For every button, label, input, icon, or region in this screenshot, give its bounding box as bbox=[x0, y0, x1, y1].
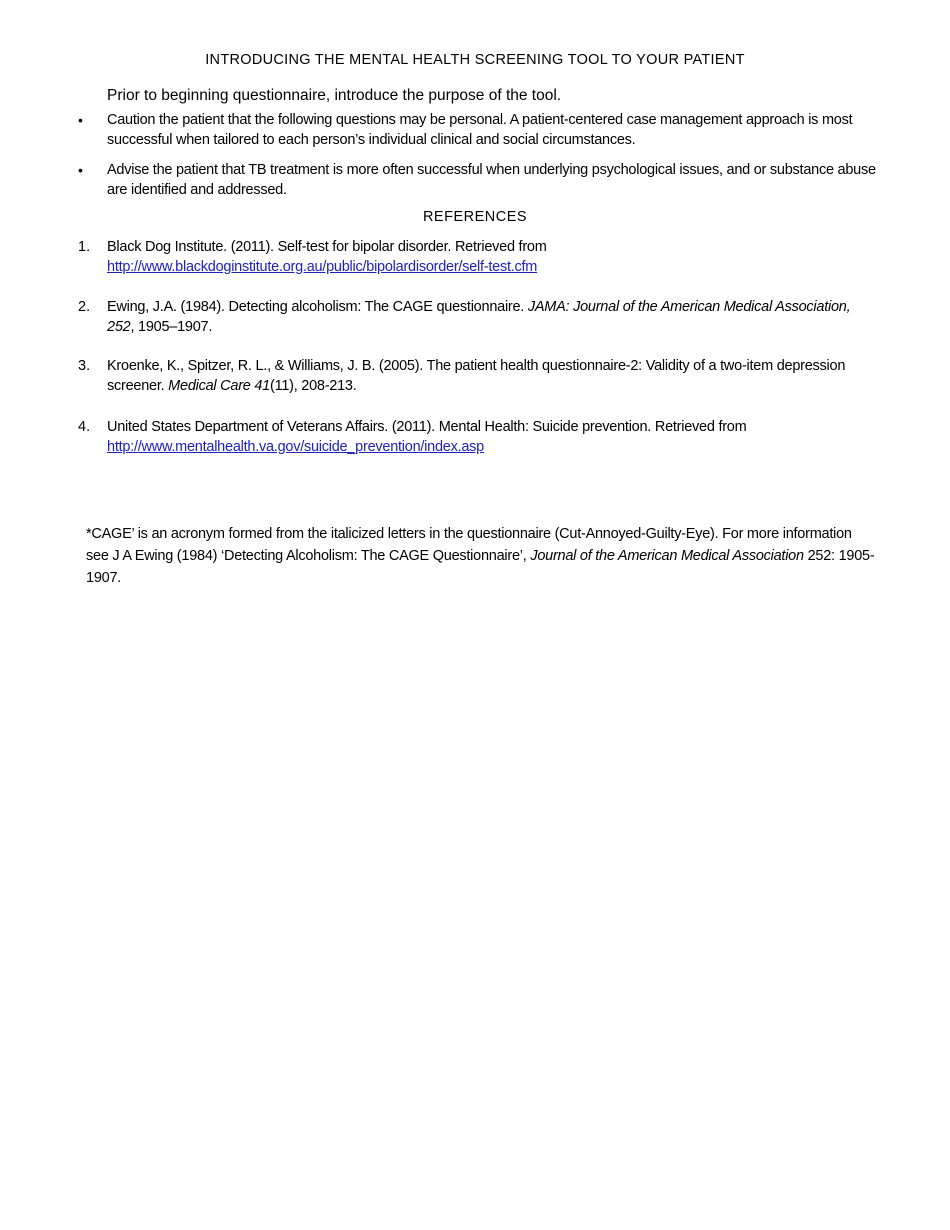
reference-number: 2. bbox=[78, 299, 91, 315]
references-heading: REFERENCES bbox=[422, 209, 528, 225]
reference-number: 3. bbox=[78, 358, 91, 374]
reference-citation: Black Dog Institute. (2011). Self-test for bipolar disorder. Retrieved from bbox=[107, 239, 547, 255]
reference-citation: United States Department of Veterans Affairs. (2011). Mental Health: Suicide prevention. Retrieved from bbox=[107, 419, 747, 435]
reference-pages: , 1905–1907. bbox=[130, 319, 213, 335]
bullet-icon: • bbox=[78, 162, 83, 178]
reference-link[interactable]: http://www.blackdoginstitute.org.au/public/bipolardisorder/self-test.cfm bbox=[107, 259, 538, 275]
footnote-text: *CAGE’ is an acronym formed from the italicized letters in the questionnaire (Cut-Annoyed-Guilty-Eye). For more information see J A Ewing (1984) ‘Detecting Alcoholism: The CAGE Questionnaire’, bbox=[86, 526, 852, 564]
reference-number: 1. bbox=[78, 239, 91, 255]
reference-citation: Kroenke, K., Spitzer, R. L., & Williams, J. B. (2005). The patient health questionnaire-2: Validity of a two-item depression screener. bbox=[107, 358, 846, 394]
reference-number: 4. bbox=[78, 419, 91, 435]
reference-journal: JAMA: Journal of the American Medical Association, 252 bbox=[107, 299, 851, 335]
reference-journal: Medical Care 41 bbox=[168, 378, 270, 394]
footnote-pages: 252: 1905-1907. bbox=[86, 548, 875, 586]
bullet-text: Caution the patient that the following questions may be personal. A patient-centered case management approach is most successful when tailored to each person’s individual clinical and social circumstances. bbox=[107, 112, 853, 148]
reference-text bbox=[107, 237, 877, 277]
reference-link[interactable]: http://www.mentalhealth.va.gov/suicide_prevention/index.asp bbox=[107, 439, 484, 455]
bullet-icon: • bbox=[78, 112, 83, 128]
footnote-journal: Journal of the American Medical Association bbox=[530, 548, 804, 564]
reference-pages: (11), 208-213. bbox=[270, 378, 357, 394]
intro-text: Prior to beginning questionnaire, introduce the purpose of the tool. bbox=[107, 87, 562, 104]
reference-citation: Ewing, J.A. (1984). Detecting alcoholism: The CAGE questionnaire. bbox=[107, 299, 528, 315]
page-title: INTRODUCING THE MENTAL HEALTH SCREENING TOOL TO YOUR PATIENT bbox=[205, 52, 745, 68]
reference-text bbox=[107, 356, 877, 396]
reference-text bbox=[107, 297, 877, 337]
footnote bbox=[86, 523, 876, 589]
reference-text bbox=[107, 417, 877, 457]
bullet-text: Advise the patient that TB treatment is more often successful when underlying psychological issues, and or substance abuse are identified and addressed. bbox=[107, 162, 876, 198]
